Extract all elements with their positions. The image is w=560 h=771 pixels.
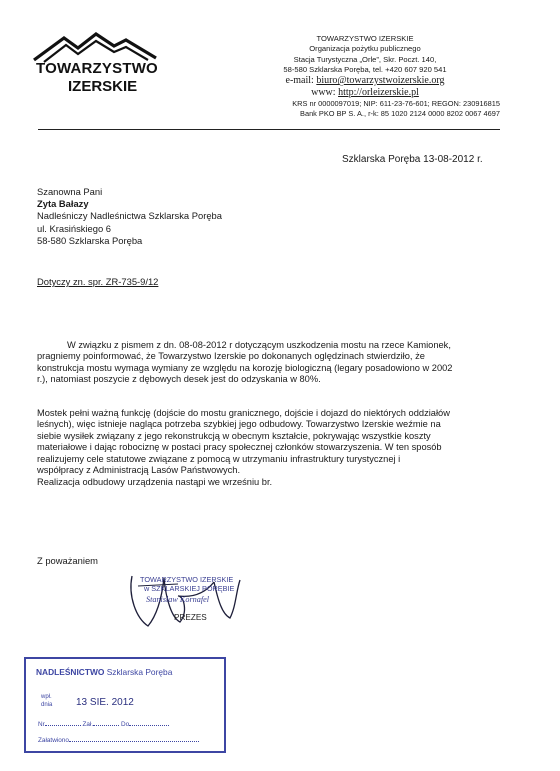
- signature-stamp: [136, 567, 268, 627]
- paragraph-line: W związku z pismem z dn. 08-08-2012 r dotyczącym uszkodzenia mostu na rzece Kamionek,: [67, 340, 451, 350]
- recipient-street: ul. Krasińskiego 6: [37, 222, 111, 234]
- closing-phrase: Z poważaniem: [37, 555, 98, 566]
- stamp-office: NADLEŚNICTWO: [36, 667, 105, 677]
- body-paragraph-1: [37, 340, 507, 386]
- paragraph-line: realizujemy cele statutowe związane z pomocą w utrzymaniu infrastruktury turystycznej i: [37, 453, 401, 464]
- recipient-address: [37, 186, 222, 247]
- mountains-icon: [30, 30, 160, 64]
- paragraph-line: współpracy z Administracją Lasów Państwowych.: [37, 465, 241, 476]
- www-line: [230, 87, 500, 99]
- stamp-line2: w SZKLARSKIEJ PORĘBIE: [144, 584, 235, 593]
- received-label: wpł.: [41, 694, 52, 700]
- stamp-title: PREZES: [174, 613, 207, 622]
- reference-line: Dotyczy zn. spr. ZR-735-9/12: [37, 276, 159, 287]
- body-paragraph-2: [37, 408, 507, 476]
- paragraph-line: Mostek pełni ważną funkcję (dojście do mostu granicznego, dojście i dojazd do niektórych oddziałów: [37, 408, 450, 418]
- www-label: www:: [311, 87, 339, 99]
- org-type: Organizacja pożytku publicznego: [309, 44, 421, 54]
- recipient-position: Nadleśniczy Nadleśnictwa Szklarska Poręba: [37, 210, 222, 222]
- stamp-place: Szklarska Poręba: [106, 667, 173, 677]
- paragraph-line: materiałowe i dając robociznę w postaci pracy społecznej członków stowarzyszenia. W ten sposób: [37, 442, 442, 453]
- org-address-line2: 58-580 Szklarska Poręba, tel. +420 607 920 541: [283, 64, 447, 74]
- org-name: TOWARZYSTWO IZERSKIE: [316, 34, 414, 43]
- letter-date: Szklarska Poręba 13-08-2012 r.: [342, 154, 483, 165]
- email-label: e-mail:: [285, 75, 317, 87]
- header-divider: [38, 129, 500, 130]
- email-line: [230, 75, 500, 87]
- zalatwiono-field: [69, 735, 199, 742]
- stamp-completed-row: [38, 735, 199, 744]
- website-link[interactable]: http://orleizerskie.pl: [338, 87, 419, 99]
- nr-label: Nr: [38, 721, 45, 728]
- organization-logo: [30, 30, 160, 100]
- email-link[interactable]: biuro@towarzystwoizerskie.org: [316, 75, 445, 87]
- paragraph-line: Realizacja odbudowy urządzenia nastąpi we wrześniu br.: [37, 477, 273, 487]
- registry-numbers: KRS nr 0000097019; NIP: 611-23-76-601; REGON: 230916815: [292, 99, 500, 109]
- paragraph-line: leśnych), więc istnieje nagląca potrzeba szybkiej jego odbudowy. Towarzystwo Izerskie weźmie na: [37, 419, 441, 430]
- recipient-name: Zyta Bałazy: [37, 198, 89, 210]
- zal-label: Zał.: [82, 721, 94, 728]
- letterhead: [230, 34, 500, 118]
- paragraph-line: r.), natomiast poszycie z dębowych desek jest do odzyskania w 80%.: [37, 374, 321, 385]
- do-label: Do: [120, 721, 130, 728]
- logo-text-line2: IZERSKIE: [68, 78, 138, 95]
- recipient-city: 58-580 Szklarska Poręba: [37, 234, 143, 246]
- stamp-signatory: Stanisław Kornafel: [146, 595, 210, 604]
- org-address-line1: Stacja Turystyczna „Orle”, Skr. Poczt. 140,: [293, 54, 437, 64]
- zalatwiono-label: Załatwiono: [38, 737, 69, 744]
- do-field: [129, 719, 169, 726]
- received-stamp-header: [36, 667, 172, 677]
- paragraph-line: siebie wysiłek związany z jego rekonstrukcją w obecnym kształcie, pokrywając wszystkie koszty: [37, 430, 431, 441]
- paragraph-line: konstrukcja mostu wymaga wymiany ze względu na korozję biologiczną (legary posadowiono w 2002: [37, 362, 453, 373]
- body-paragraph-3: [37, 477, 507, 488]
- received-date-label: dnia: [41, 702, 53, 708]
- paragraph-line: pragniemy poinformować, że Towarzystwo Izerskie po dokonanych oględzinach stwierdziło, że: [37, 351, 425, 362]
- bank-account: Bank PKO BP S. A., r-k: 85 1020 2124 0000 8202 0067 4697: [300, 108, 500, 118]
- stamp-line1: TOWARZYSTWO IZERSKIE: [140, 575, 234, 584]
- salutation: Szanowna Pani: [37, 186, 103, 197]
- zal-field: [93, 719, 119, 726]
- received-stamp: [24, 657, 226, 753]
- logo-text-line1: TOWARZYSTWO: [36, 60, 158, 77]
- stamp-number-row: [38, 719, 169, 728]
- nr-field: [45, 719, 81, 726]
- received-date: 13 SIE. 2012: [76, 697, 134, 708]
